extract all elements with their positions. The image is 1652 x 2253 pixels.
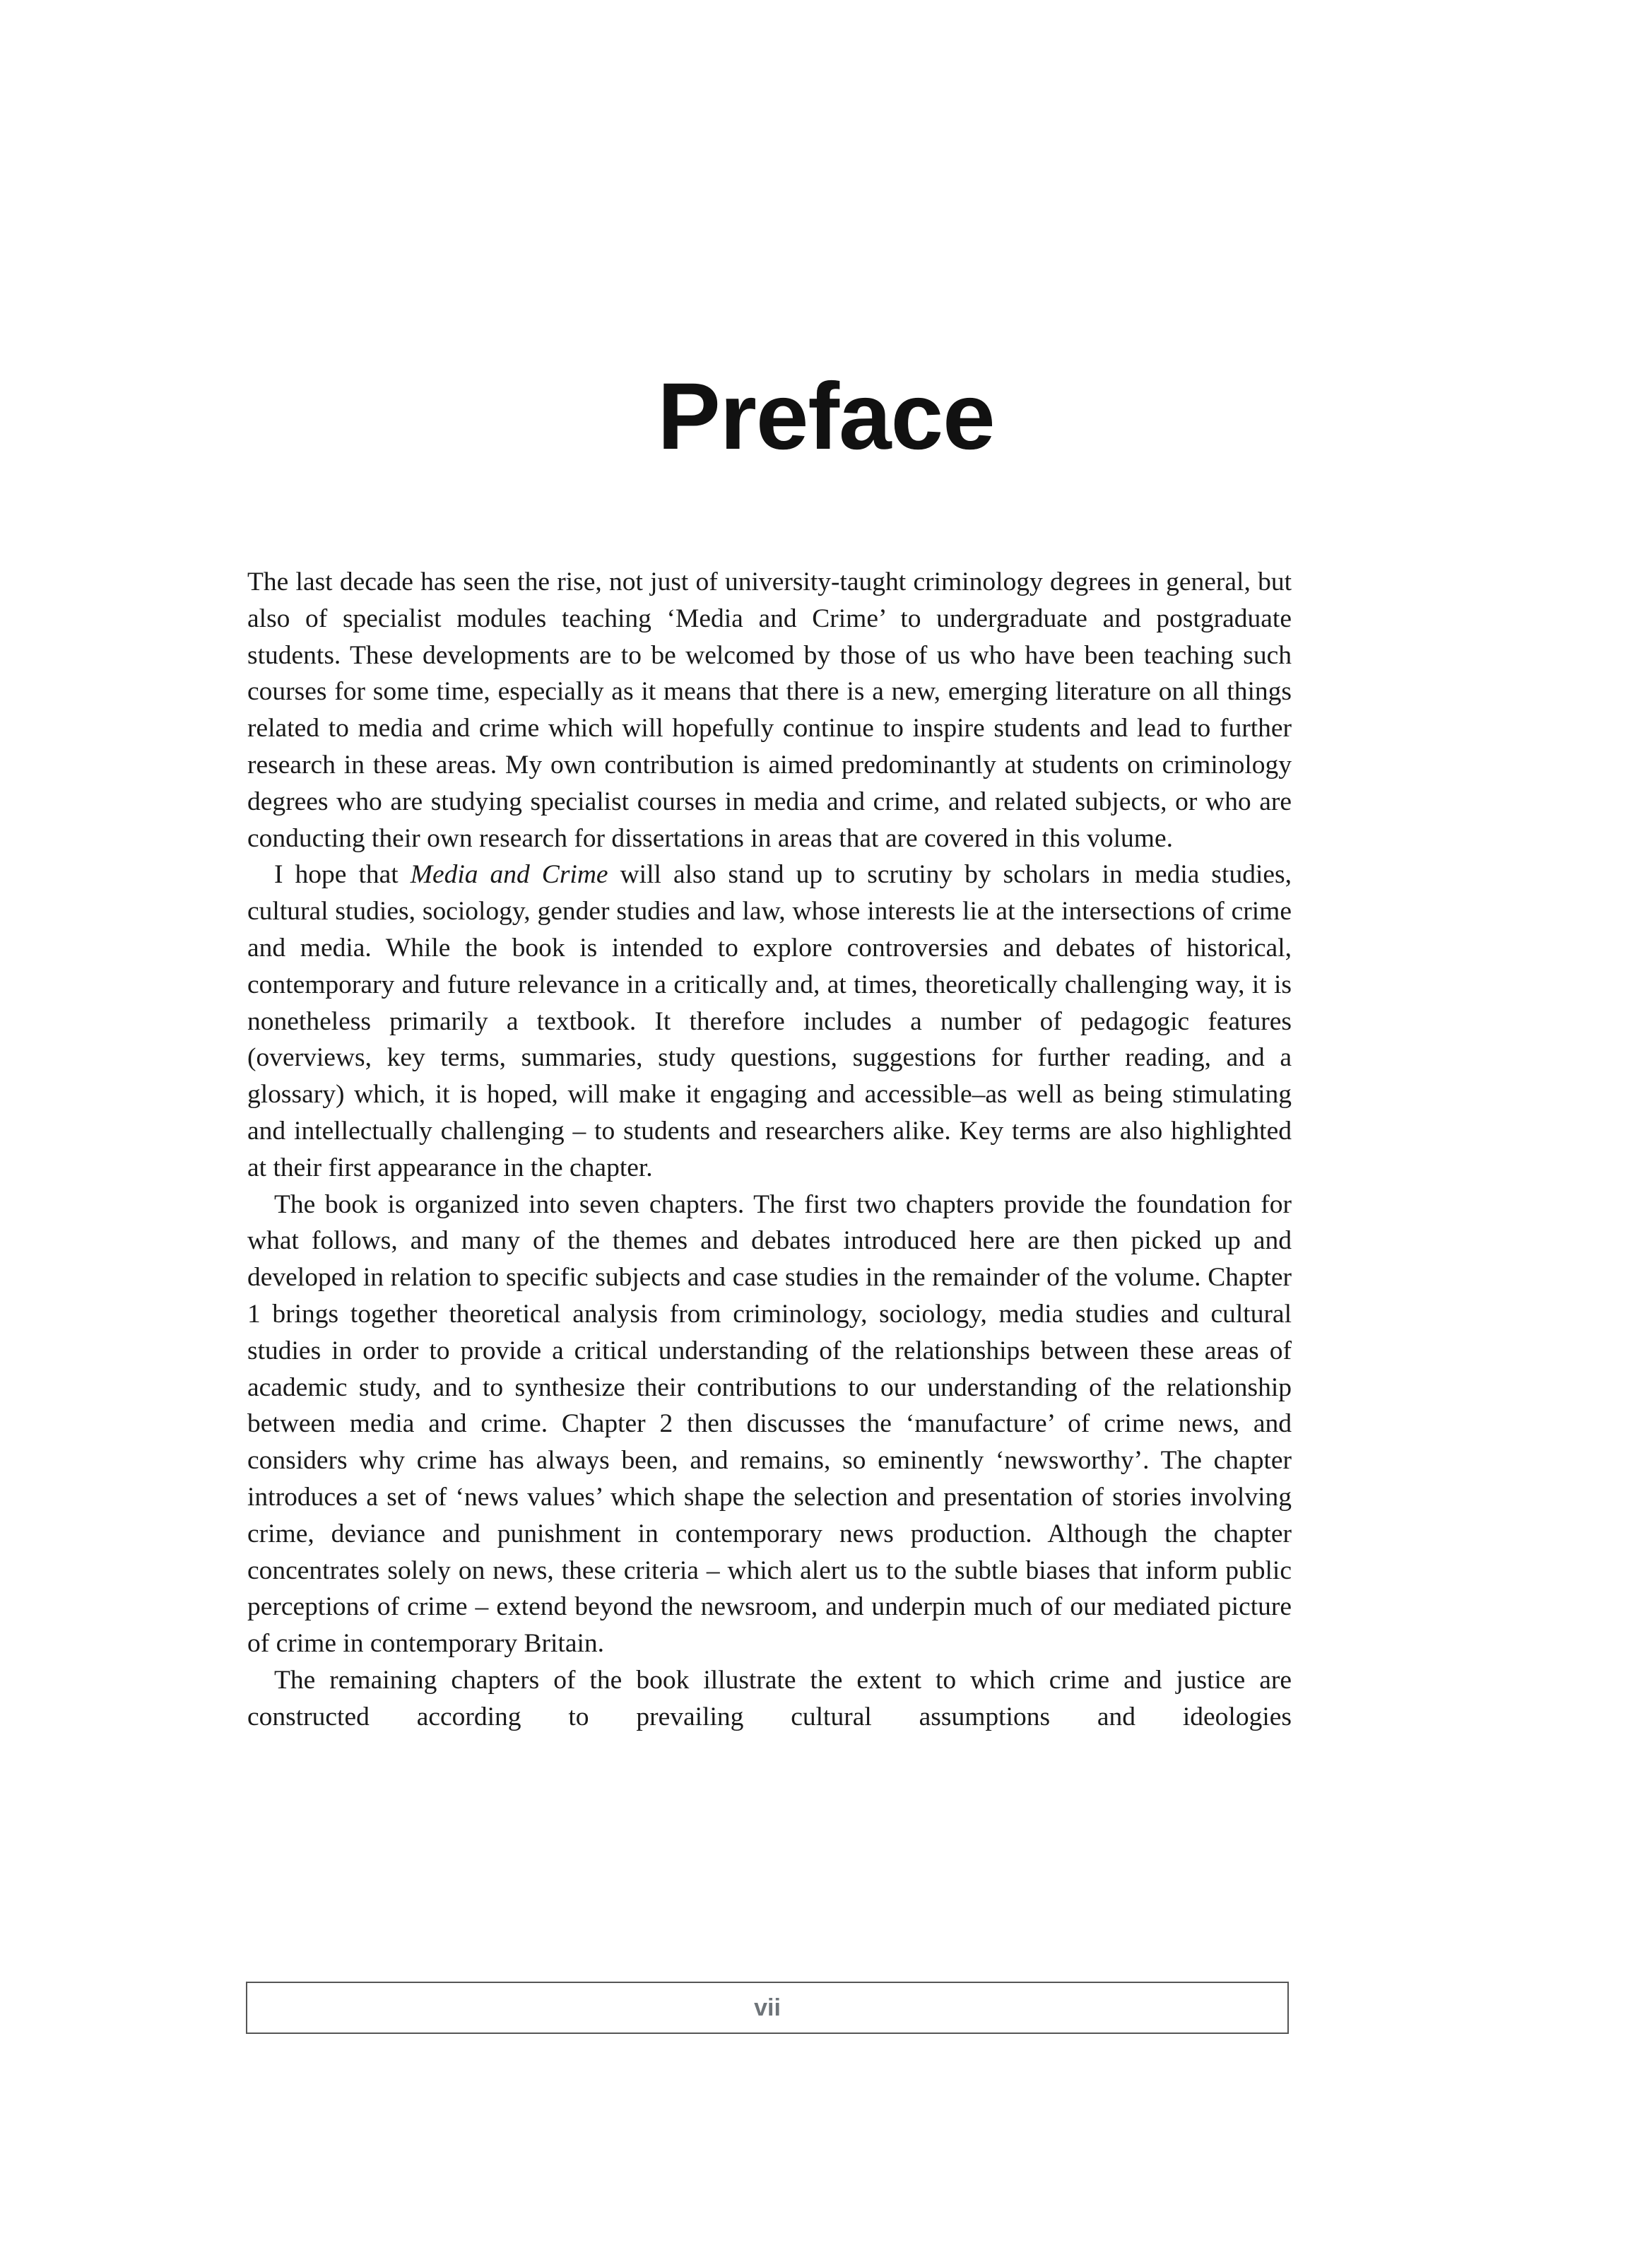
- page-footer: [246, 1982, 1289, 2034]
- paragraph-2-rest: will also stand up to scrutiny by scholars in media studies, cultural studies, sociology, gender studies and law, whose interests lie at the intersections of crime and media. While the book is intended to explore controversies and debates of historical, contemporary and future relevance in a critically and, at times, theoretically challenging way, it is nonetheless primarily a textbook. It therefore includes a number of pedagogic features (overviews, key terms, summaries, study questions, suggestions for further reading, and a glossary) which, it is hoped, will make it engaging and accessible–as well as being stimulating and intellectually challenging – to students and researchers alike. Key terms are also highlighted at their first appearance in the chapter.: [247, 860, 1292, 1182]
- paragraph-2-lead: I hope that: [274, 860, 411, 890]
- paragraph-2: [247, 857, 1292, 1186]
- preface-body: [247, 564, 1292, 1736]
- paragraph-4: The remaining chapters of the book illustrate the extent to which crime and justice are constructed according to prevailing cultural assumptions and ideologies: [247, 1665, 1292, 1731]
- book-title-emphasis: Media and Crime: [410, 860, 608, 890]
- page-number: vii: [754, 1994, 781, 2021]
- paragraph-1: The last decade has seen the rise, not just of university-taught criminology degrees in general, but also of specialist modules teaching ‘Media and Crime’ to undergraduate and postgraduate students. These developments are to be welcomed by those of us who have been teaching such courses for some time, especially as it means that there is a new, emerging literature on all things related to media and crime which will hopefully continue to inspire students and lead to further research in these areas. My own contribution is aimed predominantly at students on criminology degrees who are studying specialist courses in media and crime, and related subjects, or who are conducting their own research for dissertations in areas that are covered in this volume.: [247, 567, 1292, 853]
- paragraph-3: The book is organized into seven chapters. The first two chapters provide the foundation for what follows, and many of the themes and debates introduced here are then picked up and developed in relation to specific subjects and case studies in the remainder of the volume. Chapter 1 brings together theoretical analysis from criminology, sociology, media studies and cultural studies in order to provide a critical understanding of the relationships between these areas of academic study, and to synthesize their contributions to our understanding of the relationship between media and crime. Chapter 2 then discusses the ‘manufacture’ of crime news, and considers why crime has always been, and remains, so eminently ‘newsworthy’. The chapter introduces a set of ‘news values’ which shape the selection and presentation of stories involving crime, deviance and punishment in contemporary news production. Although the chapter concentrates solely on news, these criteria – which alert us to the subtle biases that inform public perceptions of crime – extend beyond the newsroom, and underpin much of our mediated picture of crime in contemporary Britain.: [247, 1189, 1292, 1659]
- page-title: Preface: [657, 364, 995, 469]
